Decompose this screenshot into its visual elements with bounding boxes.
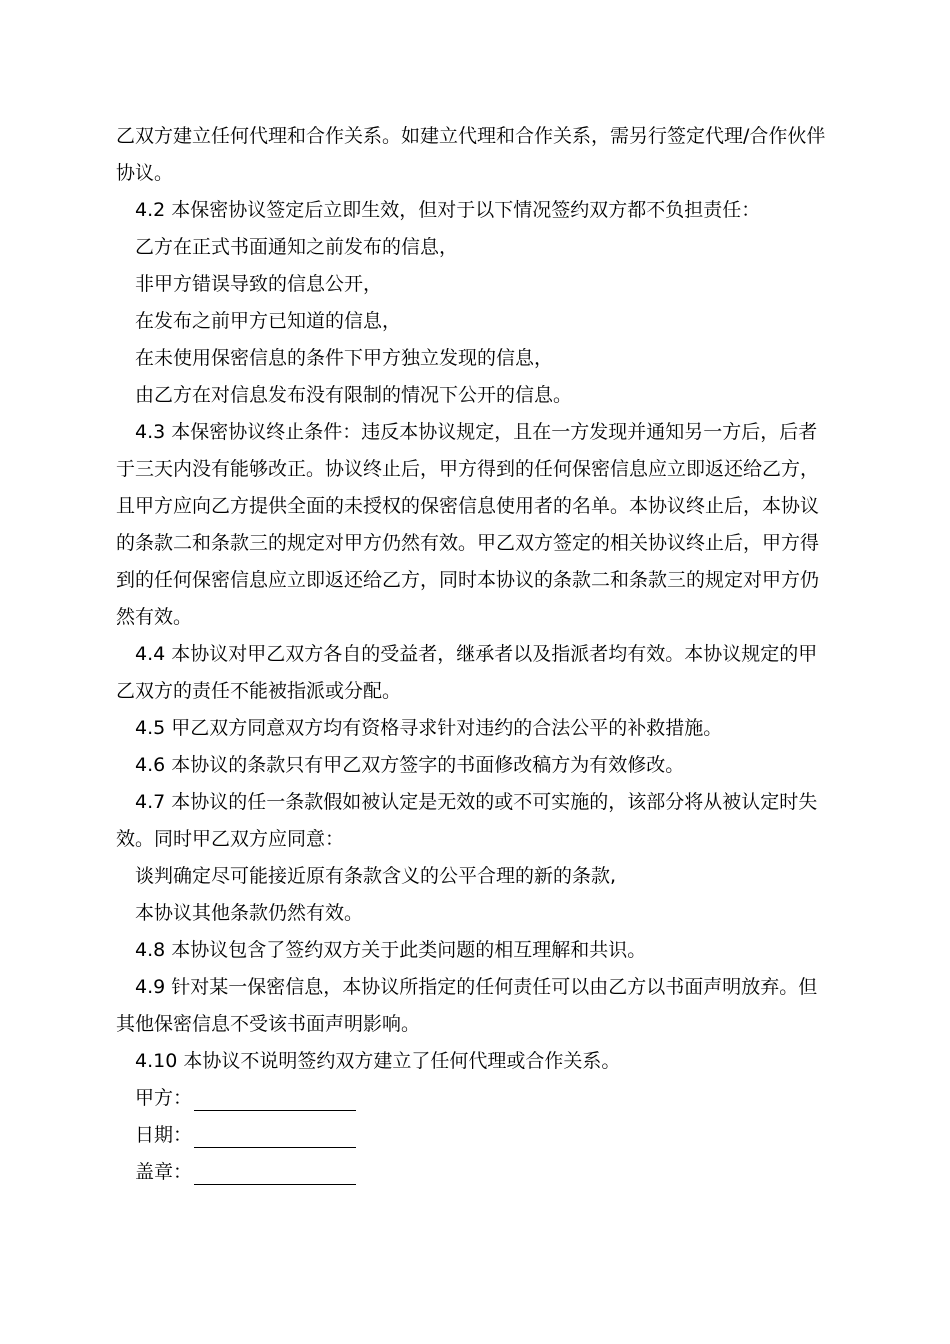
signature-date-label: 日期：	[135, 1124, 193, 1146]
signature-seal-blank[interactable]	[194, 1160, 356, 1185]
paragraph	[116, 784, 838, 821]
paragraph-line: 到的任何保密信息应立即返还给乙方，同时本协议的条款二和条款三的规定对甲方仍	[116, 569, 820, 591]
paragraph	[116, 858, 838, 895]
signature-party-row	[116, 1080, 838, 1117]
paragraph	[116, 636, 838, 673]
paragraph-line: 且甲方应向乙方提供全面的未授权的保密信息使用者的名单。本协议终止后，本协议	[116, 495, 820, 517]
paragraph-line: 4.6 本协议的条款只有甲乙双方签字的书面修改稿方为有效修改。	[135, 754, 685, 776]
paragraph-line: 然有效。	[116, 606, 193, 628]
paragraph	[116, 821, 838, 858]
paragraph	[116, 229, 838, 266]
paragraph	[116, 414, 838, 451]
paragraph	[116, 710, 838, 747]
paragraph-line: 4.5 甲乙双方同意双方均有资格寻求针对违约的合法公平的补救措施。	[135, 717, 723, 739]
paragraph-line: 由乙方在对信息发布没有限制的情况下公开的信息。	[135, 384, 573, 406]
paragraph	[116, 932, 838, 969]
paragraph	[116, 895, 838, 932]
paragraph-line: 于三天内没有能够改正。协议终止后，甲方得到的任何保密信息应立即返还给乙方，	[116, 458, 820, 480]
signature-date-blank[interactable]	[194, 1123, 356, 1148]
paragraph-line: 的条款二和条款三的规定对甲方仍然有效。甲乙双方签定的相关协议终止后，甲方得	[116, 532, 820, 554]
paragraph	[116, 1006, 838, 1043]
document-body	[116, 118, 838, 1191]
paragraph	[116, 377, 838, 414]
paragraph	[116, 303, 838, 340]
paragraph-line: 乙双方的责任不能被指派或分配。	[116, 680, 402, 702]
paragraph-line: 在发布之前甲方已知道的信息，	[135, 310, 402, 332]
paragraph-line: 4.3 本保密协议终止条件：违反本协议规定，且在一方发现并通知另一方后，后者	[135, 421, 818, 443]
paragraph-line: 效。同时甲乙双方应同意：	[116, 828, 345, 850]
paragraph-line: 4.8 本协议包含了签约双方关于此类问题的相互理解和共识。	[135, 939, 647, 961]
paragraph-line: 乙方在正式书面通知之前发布的信息，	[135, 236, 459, 258]
paragraph-line: 4.7 本协议的任一条款假如被认定是无效的或不可实施的，该部分将从被认定时失	[135, 791, 818, 813]
paragraph-line: 乙双方建立任何代理和合作关系。如建立代理和合作关系，需另行签定代理/合作伙伴	[116, 125, 826, 147]
paragraph-line: 协议。	[116, 162, 174, 184]
paragraph-line: 其他保密信息不受该书面声明影响。	[116, 1013, 421, 1035]
signature-date-row	[116, 1117, 838, 1154]
paragraph	[116, 747, 838, 784]
paragraph-line: 在未使用保密信息的条件下甲方独立发现的信息，	[135, 347, 554, 369]
paragraph	[116, 451, 838, 636]
signature-seal-row	[116, 1154, 838, 1191]
paragraph-line: 4.2 本保密协议签定后立即生效，但对于以下情况签约双方都不负担责任：	[135, 199, 761, 221]
paragraph-line: 本协议其他条款仍然有效。	[135, 902, 364, 924]
paragraph-line: 4.4 本协议对甲乙双方各自的受益者，继承者以及指派者均有效。本协议规定的甲	[135, 643, 818, 665]
signature-seal-label: 盖章：	[135, 1161, 193, 1183]
paragraph-line: 谈判确定尽可能接近原有条款含义的公平合理的新的条款,	[135, 865, 617, 887]
paragraph-line: 4.9 针对某一保密信息，本协议所指定的任何责任可以由乙方以书面声明放弃。但	[135, 976, 818, 998]
paragraph	[116, 118, 838, 192]
paragraph	[116, 673, 838, 710]
paragraph	[116, 192, 838, 229]
paragraph	[116, 266, 838, 303]
signature-party-blank[interactable]	[194, 1086, 356, 1111]
paragraph	[116, 969, 838, 1006]
paragraph	[116, 340, 838, 377]
signature-party-label: 甲方：	[135, 1087, 193, 1109]
paragraph-line: 4.10 本协议不说明签约双方建立了任何代理或合作关系。	[135, 1050, 621, 1072]
paragraph	[116, 1043, 838, 1080]
paragraph-list	[116, 118, 838, 1080]
paragraph-line: 非甲方错误导致的信息公开，	[135, 273, 383, 295]
